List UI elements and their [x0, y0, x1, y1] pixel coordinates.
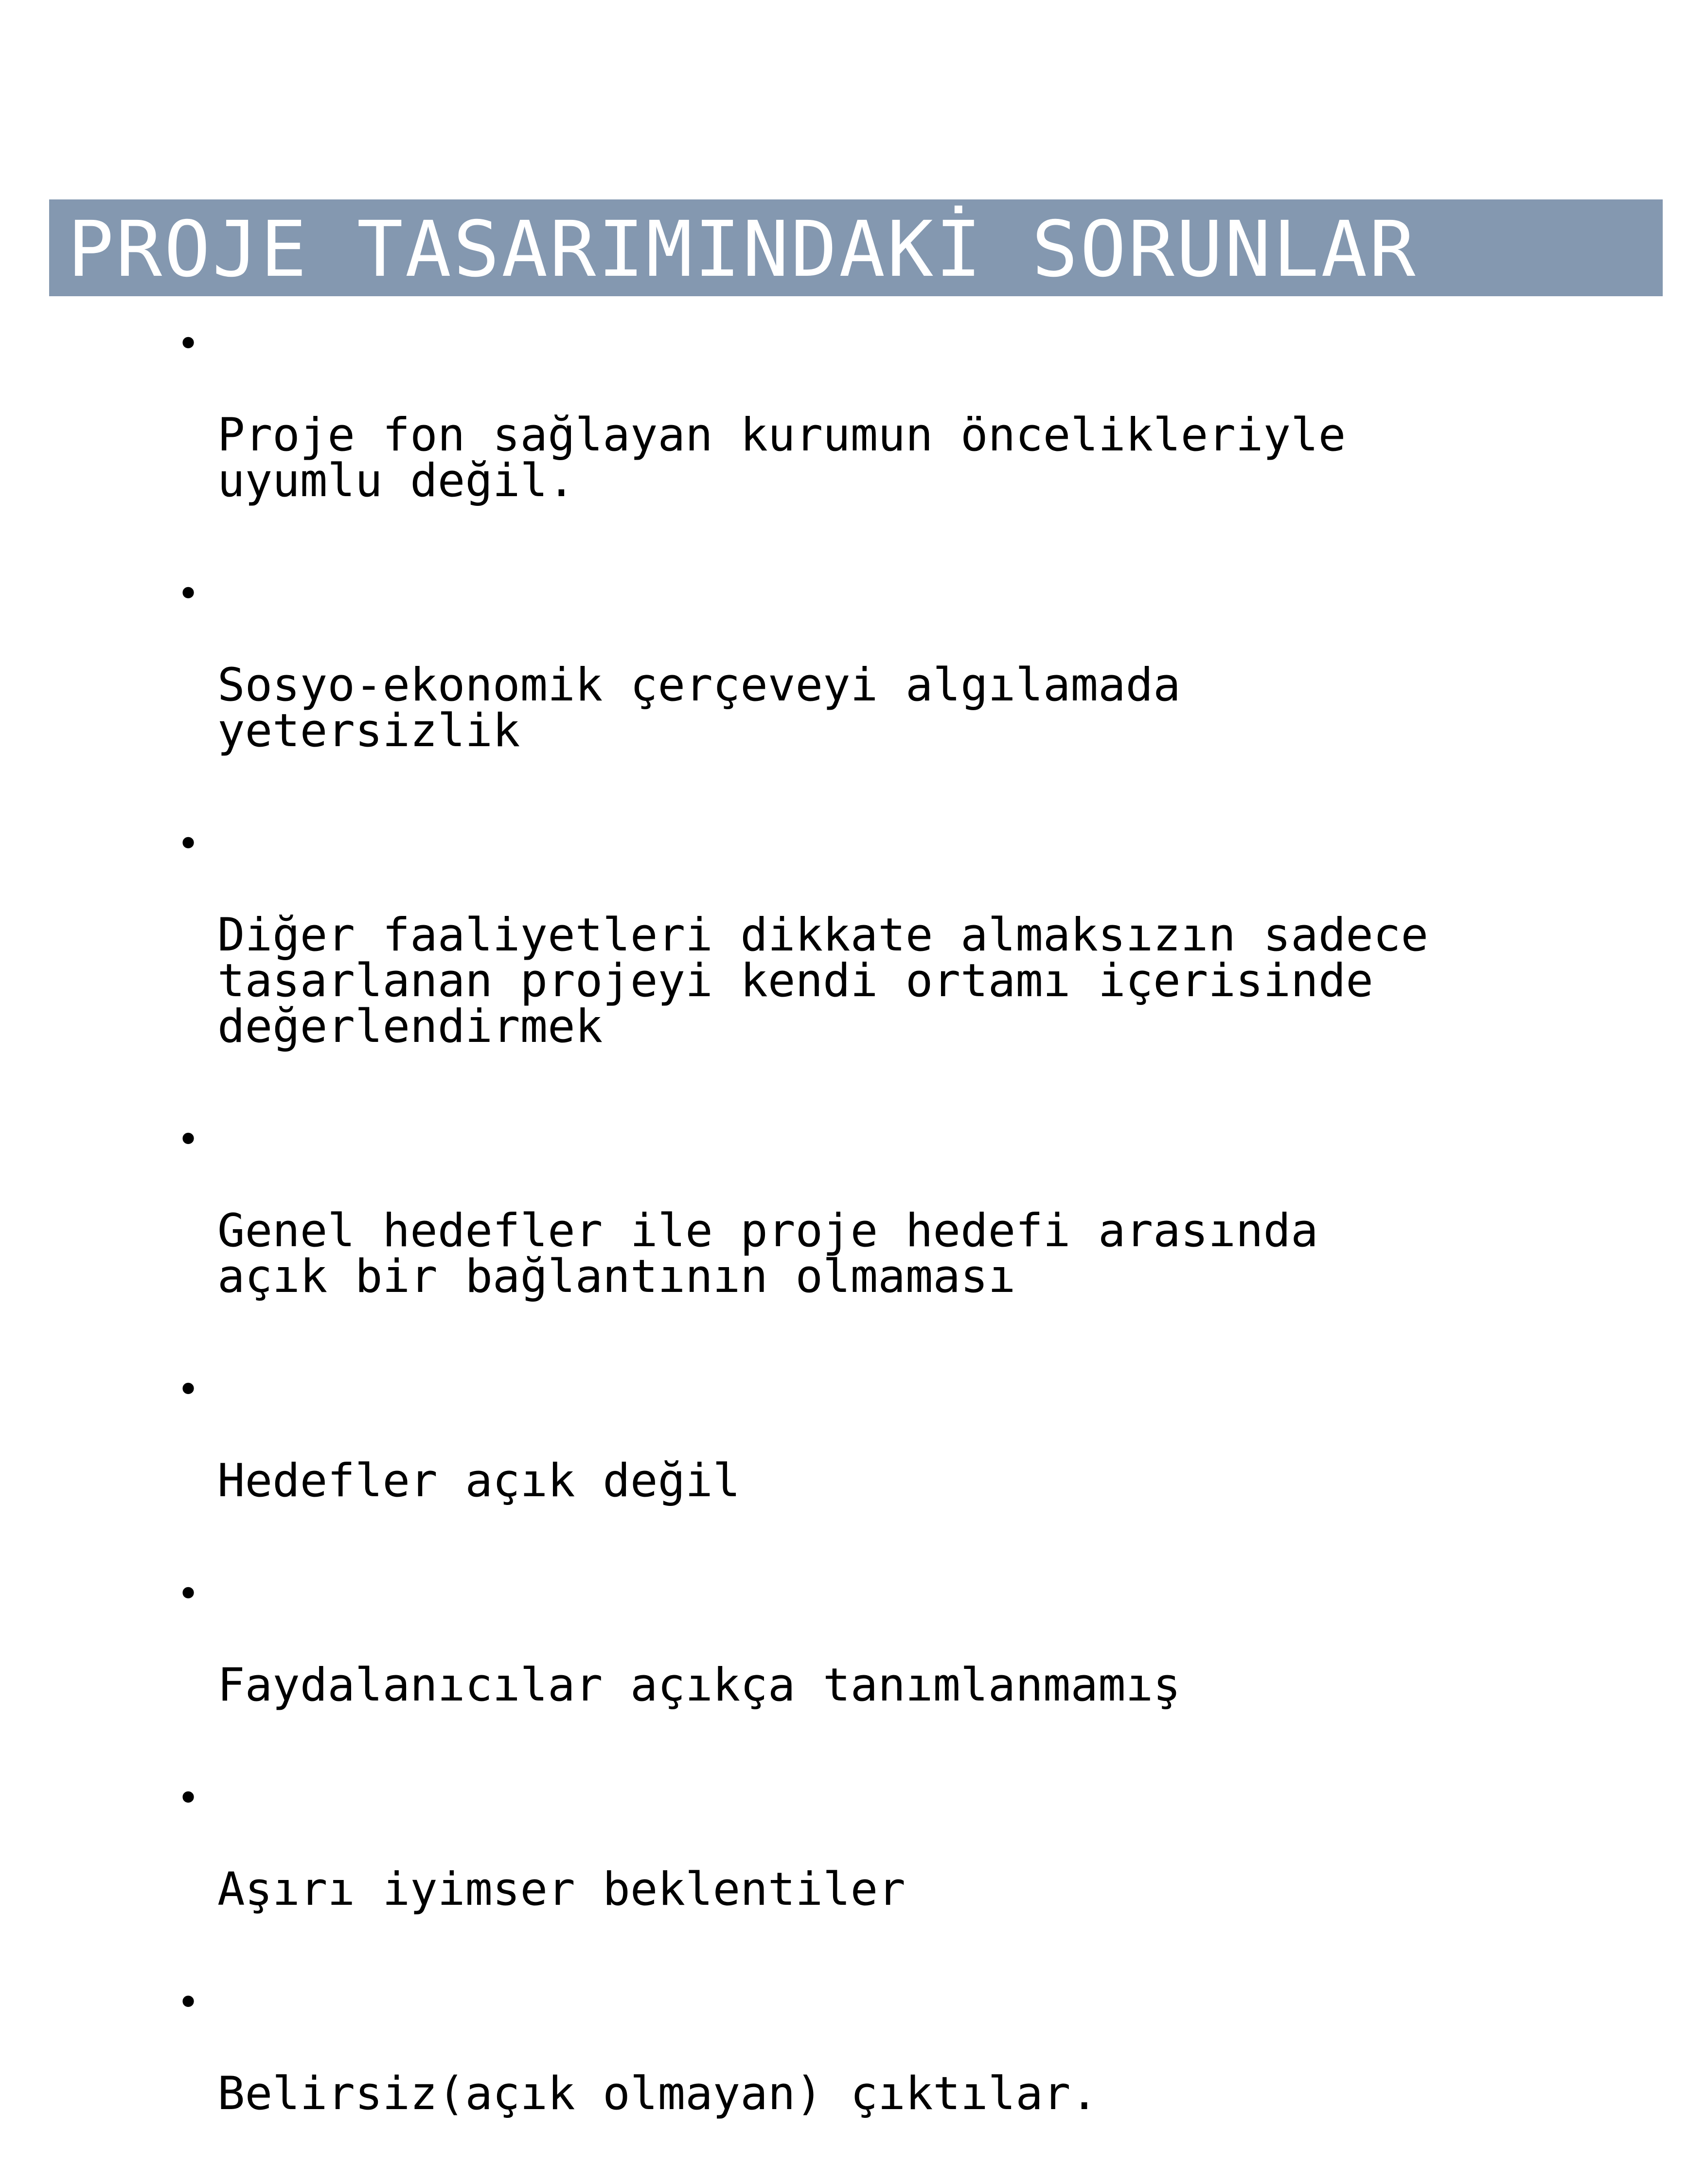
bullet-icon: •: [177, 1571, 200, 1616]
bullet-text: Belirsiz(açık olmayan) çıktılar.: [217, 2067, 1098, 2120]
bullet-item-1: [173, 321, 1632, 550]
bullet-icon: •: [177, 1980, 200, 2025]
bullet-icon: •: [177, 1117, 200, 1162]
bullet-item-8: [173, 1980, 1632, 2163]
bullet-text: Diğer faaliyetleri dikkate almaksızın sadece tasarlanan projeyi kendi ortamı içerisinde değerlendirmek: [217, 909, 1429, 1053]
bullet-item-7: [173, 1775, 1632, 1958]
bullet-item-6: [173, 1571, 1632, 1754]
slide-title: PROJE TASARIMINDAKİ SORUNLAR: [68, 205, 1418, 294]
bullet-text: Aşırı iyimser beklentiler: [217, 1863, 906, 1916]
bullet-text: Faydalanıcılar açıkça tanımlanmamış: [217, 1659, 1181, 1712]
bullet-icon: •: [177, 821, 200, 866]
bullet-item-3: [173, 821, 1632, 1095]
bullet-text: Hedefler açık değil: [217, 1454, 741, 1507]
bullet-icon: •: [177, 1775, 200, 1821]
bullet-list: [173, 321, 1632, 2184]
title-bar: [49, 199, 1663, 296]
bullet-item-5: [173, 1367, 1632, 1550]
bullet-icon: •: [177, 1367, 200, 1412]
bullet-icon: •: [177, 571, 200, 616]
bullet-text: Proje fon sağlayan kurumun öncelikleriyle uyumlu değil.: [217, 409, 1346, 507]
bullet-text: Genel hedefler ile proje hedefi arasında açık bir bağlantının olmaması: [217, 1204, 1318, 1303]
bullet-item-2: [173, 571, 1632, 800]
bullet-icon: •: [177, 321, 200, 366]
bullet-item-4: [173, 1117, 1632, 1345]
bullet-text: Sosyo-ekonomik çerçeveyi algılamada yetersizlik: [217, 659, 1181, 757]
